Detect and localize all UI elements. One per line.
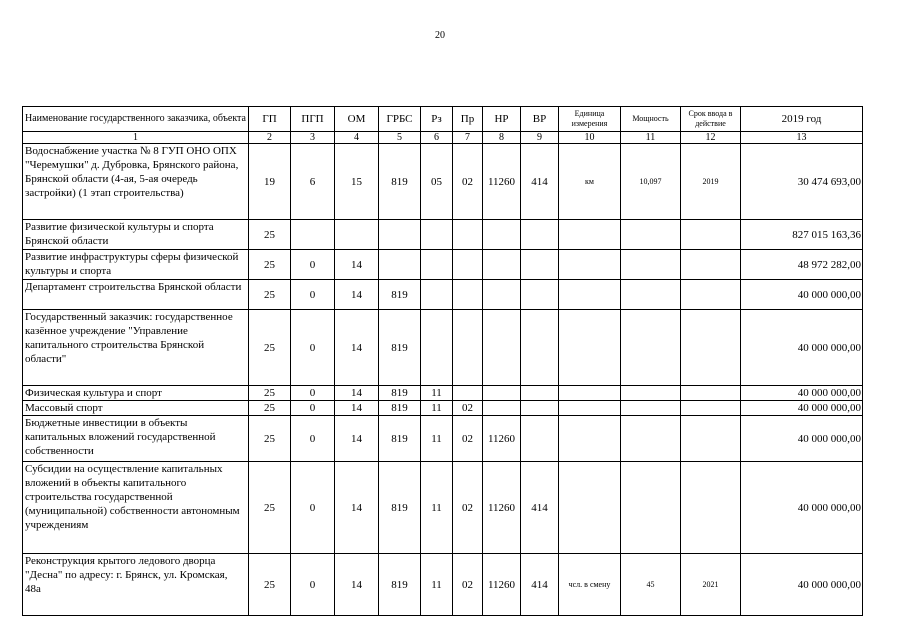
cell-om: 14 xyxy=(335,462,379,554)
cell-pgp: 0 xyxy=(291,280,335,310)
cell-commission xyxy=(681,250,741,280)
table-row xyxy=(23,144,863,220)
cell-commission xyxy=(681,416,741,462)
cell-grbs: 819 xyxy=(379,386,421,401)
column-number: 11 xyxy=(621,132,681,144)
cell-capacity: 45 xyxy=(621,554,681,616)
cell-capacity: 10,097 xyxy=(621,144,681,220)
row-name: Развитие инфраструктуры сферы физической культуры и спорта xyxy=(23,250,249,280)
cell-vr: 414 xyxy=(521,462,559,554)
cell-pgp: 6 xyxy=(291,144,335,220)
row-name: Физическая культура и спорт xyxy=(23,386,249,401)
cell-gp: 25 xyxy=(249,554,291,616)
header-pgp: ПГП xyxy=(291,107,335,132)
cell-pr: 02 xyxy=(453,401,483,416)
cell-om: 14 xyxy=(335,250,379,280)
cell-pr: 02 xyxy=(453,416,483,462)
cell-pgp: 0 xyxy=(291,386,335,401)
cell-gp: 25 xyxy=(249,401,291,416)
row-name: Массовый спорт xyxy=(23,401,249,416)
cell-commission: 2019 xyxy=(681,144,741,220)
cell-nr xyxy=(483,310,521,386)
cell-capacity xyxy=(621,310,681,386)
cell-rz: 11 xyxy=(421,462,453,554)
cell-nr xyxy=(483,401,521,416)
cell-om: 14 xyxy=(335,554,379,616)
cell-grbs: 819 xyxy=(379,462,421,554)
cell-pgp: 0 xyxy=(291,401,335,416)
cell-rz xyxy=(421,220,453,250)
cell-unit xyxy=(559,386,621,401)
cell-pr xyxy=(453,250,483,280)
header-vr: ВР xyxy=(521,107,559,132)
cell-gp: 25 xyxy=(249,310,291,386)
cell-om: 14 xyxy=(335,401,379,416)
cell-pgp xyxy=(291,220,335,250)
table-row xyxy=(23,220,863,250)
header-grbs: ГРБС xyxy=(379,107,421,132)
header-rz: Рз xyxy=(421,107,453,132)
cell-vr xyxy=(521,250,559,280)
table-row xyxy=(23,310,863,386)
page-number: 20 xyxy=(435,30,445,41)
cell-pgp: 0 xyxy=(291,462,335,554)
cell-pr: 02 xyxy=(453,144,483,220)
column-number: 8 xyxy=(483,132,521,144)
header-gp: ГП xyxy=(249,107,291,132)
cell-grbs: 819 xyxy=(379,401,421,416)
cell-pr xyxy=(453,386,483,401)
cell-nr: 11260 xyxy=(483,462,521,554)
cell-commission xyxy=(681,310,741,386)
cell-commission xyxy=(681,386,741,401)
cell-om: 14 xyxy=(335,280,379,310)
cell-om xyxy=(335,220,379,250)
cell-nr xyxy=(483,220,521,250)
cell-nr xyxy=(483,386,521,401)
cell-rz: 05 xyxy=(421,144,453,220)
cell-nr xyxy=(483,250,521,280)
cell-sum: 40 000 000,00 xyxy=(741,401,863,416)
cell-rz: 11 xyxy=(421,401,453,416)
cell-unit: км xyxy=(559,144,621,220)
table-row xyxy=(23,250,863,280)
cell-pr: 02 xyxy=(453,462,483,554)
cell-unit xyxy=(559,220,621,250)
header-commission: Срок ввода в действие xyxy=(681,107,741,132)
header-row xyxy=(23,107,863,132)
header-year: 2019 год xyxy=(741,107,863,132)
column-number: 2 xyxy=(249,132,291,144)
cell-vr: 414 xyxy=(521,554,559,616)
cell-sum: 40 000 000,00 xyxy=(741,554,863,616)
cell-rz xyxy=(421,310,453,386)
cell-sum: 40 000 000,00 xyxy=(741,416,863,462)
cell-commission xyxy=(681,401,741,416)
header-name: Наименование государственного заказчика, объекта xyxy=(23,107,249,132)
cell-nr: 11260 xyxy=(483,416,521,462)
cell-vr xyxy=(521,280,559,310)
cell-rz: 11 xyxy=(421,416,453,462)
column-number: 5 xyxy=(379,132,421,144)
cell-commission: 2021 xyxy=(681,554,741,616)
cell-pr xyxy=(453,220,483,250)
cell-capacity xyxy=(621,416,681,462)
cell-rz: 11 xyxy=(421,386,453,401)
cell-grbs: 819 xyxy=(379,280,421,310)
column-number: 9 xyxy=(521,132,559,144)
cell-vr xyxy=(521,416,559,462)
column-number: 7 xyxy=(453,132,483,144)
cell-unit xyxy=(559,280,621,310)
row-name: Водоснабжение участка № 8 ГУП ОНО ОПХ "Черемушки" д. Дубровка, Брянского района, Брянской области (4-ая, 5-ая очередь застройки) (1 этап строительства) xyxy=(23,144,249,220)
cell-gp: 25 xyxy=(249,280,291,310)
cell-unit xyxy=(559,250,621,280)
header-nr: НР xyxy=(483,107,521,132)
cell-grbs: 819 xyxy=(379,144,421,220)
column-number-row xyxy=(23,132,863,144)
cell-gp: 25 xyxy=(249,220,291,250)
cell-nr xyxy=(483,280,521,310)
cell-pr: 02 xyxy=(453,554,483,616)
header-unit: Единица измерения xyxy=(559,107,621,132)
cell-pgp: 0 xyxy=(291,416,335,462)
cell-grbs: 819 xyxy=(379,310,421,386)
cell-vr xyxy=(521,220,559,250)
cell-pr xyxy=(453,280,483,310)
cell-sum: 40 000 000,00 xyxy=(741,386,863,401)
cell-rz xyxy=(421,280,453,310)
column-number: 3 xyxy=(291,132,335,144)
cell-unit xyxy=(559,416,621,462)
cell-rz xyxy=(421,250,453,280)
cell-sum: 40 000 000,00 xyxy=(741,280,863,310)
cell-unit xyxy=(559,462,621,554)
table-row xyxy=(23,386,863,401)
cell-capacity xyxy=(621,250,681,280)
cell-rz: 11 xyxy=(421,554,453,616)
cell-gp: 25 xyxy=(249,250,291,280)
header-om: ОМ xyxy=(335,107,379,132)
cell-sum: 30 474 693,00 xyxy=(741,144,863,220)
cell-unit xyxy=(559,401,621,416)
row-name: Развитие физической культуры и спорта Брянской области xyxy=(23,220,249,250)
column-number: 13 xyxy=(741,132,863,144)
cell-unit: чсл. в смену xyxy=(559,554,621,616)
header-capacity: Мощность xyxy=(621,107,681,132)
column-number: 12 xyxy=(681,132,741,144)
cell-capacity xyxy=(621,386,681,401)
cell-pgp: 0 xyxy=(291,554,335,616)
cell-pgp: 0 xyxy=(291,310,335,386)
cell-capacity xyxy=(621,280,681,310)
cell-commission xyxy=(681,280,741,310)
cell-om: 14 xyxy=(335,386,379,401)
header-pr: Пр xyxy=(453,107,483,132)
cell-sum: 40 000 000,00 xyxy=(741,310,863,386)
row-name: Бюджетные инвестиции в объекты капитальных вложений государственной собственности xyxy=(23,416,249,462)
cell-nr: 11260 xyxy=(483,554,521,616)
cell-grbs xyxy=(379,220,421,250)
cell-grbs xyxy=(379,250,421,280)
cell-om: 15 xyxy=(335,144,379,220)
cell-nr: 11260 xyxy=(483,144,521,220)
table-row xyxy=(23,416,863,462)
row-name: Реконструкция крытого ледового дворца "Десна" по адресу: г. Брянск, ул. Кромская, 48а xyxy=(23,554,249,616)
cell-grbs: 819 xyxy=(379,416,421,462)
cell-gp: 25 xyxy=(249,462,291,554)
column-number: 10 xyxy=(559,132,621,144)
cell-grbs: 819 xyxy=(379,554,421,616)
cell-sum: 827 015 163,36 xyxy=(741,220,863,250)
cell-gp: 25 xyxy=(249,386,291,401)
row-name: Субсидии на осуществление капитальных вложений в объекты капитального строительства государственной (муниципальной) собственности автономным учреждениям xyxy=(23,462,249,554)
cell-unit xyxy=(559,310,621,386)
table-row xyxy=(23,554,863,616)
cell-gp: 25 xyxy=(249,416,291,462)
column-number: 6 xyxy=(421,132,453,144)
cell-commission xyxy=(681,462,741,554)
budget-table xyxy=(22,106,863,616)
row-name: Департамент строительства Брянской области xyxy=(23,280,249,310)
cell-vr xyxy=(521,310,559,386)
cell-vr xyxy=(521,386,559,401)
column-number: 1 xyxy=(23,132,249,144)
cell-pgp: 0 xyxy=(291,250,335,280)
cell-vr xyxy=(521,401,559,416)
table-row xyxy=(23,462,863,554)
cell-pr xyxy=(453,310,483,386)
cell-commission xyxy=(681,220,741,250)
cell-capacity xyxy=(621,220,681,250)
cell-sum: 48 972 282,00 xyxy=(741,250,863,280)
row-name: Государственный заказчик: государственное казённое учреждение "Управление капитального строительства Брянской области" xyxy=(23,310,249,386)
table-row xyxy=(23,280,863,310)
cell-capacity xyxy=(621,401,681,416)
cell-sum: 40 000 000,00 xyxy=(741,462,863,554)
column-number: 4 xyxy=(335,132,379,144)
table-row xyxy=(23,401,863,416)
cell-gp: 19 xyxy=(249,144,291,220)
cell-capacity xyxy=(621,462,681,554)
cell-om: 14 xyxy=(335,416,379,462)
cell-vr: 414 xyxy=(521,144,559,220)
cell-om: 14 xyxy=(335,310,379,386)
